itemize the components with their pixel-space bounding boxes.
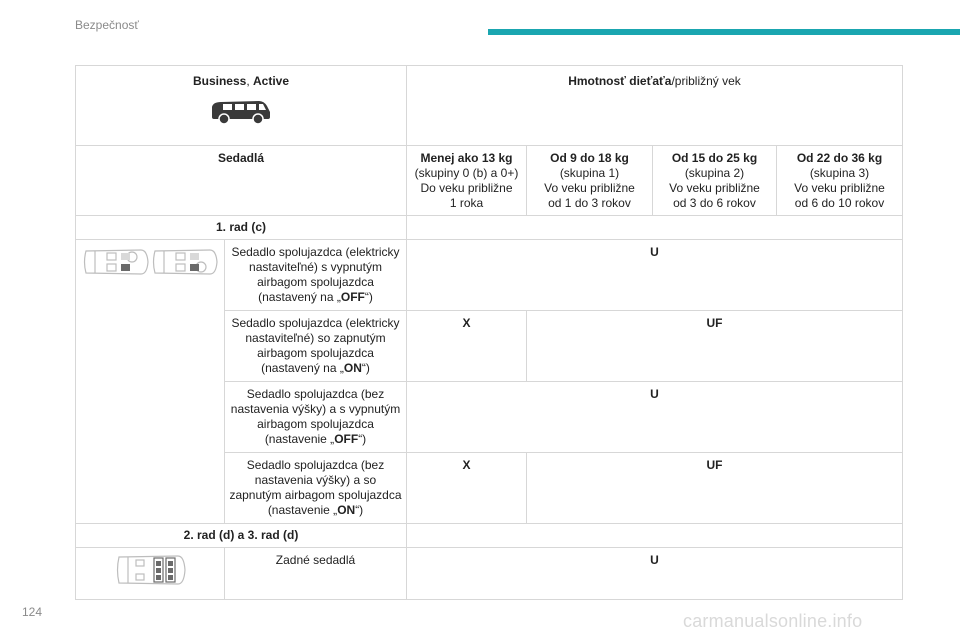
child-seat-table bbox=[75, 65, 903, 600]
weight-category-cell: Od 22 do 36 kg (skupina 3) Vo veku približne od 6 do 10 rokov bbox=[777, 146, 903, 216]
van-icon bbox=[209, 97, 273, 125]
suitability-value: U bbox=[407, 548, 903, 600]
weight-category-cell: Menej ako 13 kg (skupiny 0 (b) a 0+) Do veku približne 1 roka bbox=[407, 146, 527, 216]
seats-label: Sedadlá bbox=[76, 146, 407, 216]
row-2-3-label: 2. rad (d) a 3. rad (d) bbox=[76, 524, 407, 548]
weight-header-cell: Hmotnosť dieťaťa/približný vek bbox=[407, 66, 903, 146]
seat-description-cell: Zadné sedadlá bbox=[225, 548, 407, 600]
weight-categories-row bbox=[76, 146, 903, 216]
suitability-value: UF bbox=[527, 311, 903, 382]
header-accent-bar bbox=[488, 29, 960, 35]
watermark: carmanualsonline.info bbox=[683, 611, 863, 631]
model-label: Business, Active bbox=[192, 74, 290, 88]
seat-description-cell: Sedadlo spolujazdca (elektricky nastaviteľné) so zapnutým airbagom spolujazdca (nastavený na „ON“) bbox=[225, 311, 407, 382]
suitability-value: X bbox=[407, 311, 527, 382]
suitability-value: U bbox=[407, 382, 903, 453]
section-title: Bezpečnosť bbox=[75, 18, 139, 32]
row-1-header bbox=[76, 216, 903, 240]
rear-seat-diagram-icon bbox=[114, 553, 186, 587]
suitability-value: X bbox=[407, 453, 527, 524]
table-header-row bbox=[76, 66, 903, 146]
table-row bbox=[76, 548, 903, 600]
suitability-value: U bbox=[407, 240, 903, 311]
table-row bbox=[76, 240, 903, 311]
page-number: 124 bbox=[22, 605, 43, 619]
model-header-cell bbox=[76, 66, 407, 146]
row-1-label: 1. rad (c) bbox=[76, 216, 407, 240]
rear-seat-diagram-cell bbox=[76, 548, 225, 600]
suitability-value: UF bbox=[527, 453, 903, 524]
front-seat-diagram-cell bbox=[76, 240, 225, 524]
seat-description-cell: Sedadlo spolujazdca (bez nastavenia výšky) a s vypnutým airbagom spolujazdca (nastavenie „OFF“) bbox=[225, 382, 407, 453]
weight-category-cell: Od 9 do 18 kg (skupina 1) Vo veku približne od 1 do 3 rokov bbox=[527, 146, 653, 216]
weight-category-cell: Od 15 do 25 kg (skupina 2) Vo veku približne od 3 do 6 rokov bbox=[653, 146, 777, 216]
seat-description-cell: Sedadlo spolujazdca (elektricky nastaviteľné) s vypnutým airbagom spolujazdca (nastavený na „OFF“) bbox=[225, 240, 407, 311]
seat-description-cell: Sedadlo spolujazdca (bez nastavenia výšky) a so zapnutým airbagom spolujazdca (nastavenie „ON“) bbox=[225, 453, 407, 524]
front-seat-diagram-icon bbox=[81, 245, 219, 279]
row-2-3-header bbox=[76, 524, 903, 548]
